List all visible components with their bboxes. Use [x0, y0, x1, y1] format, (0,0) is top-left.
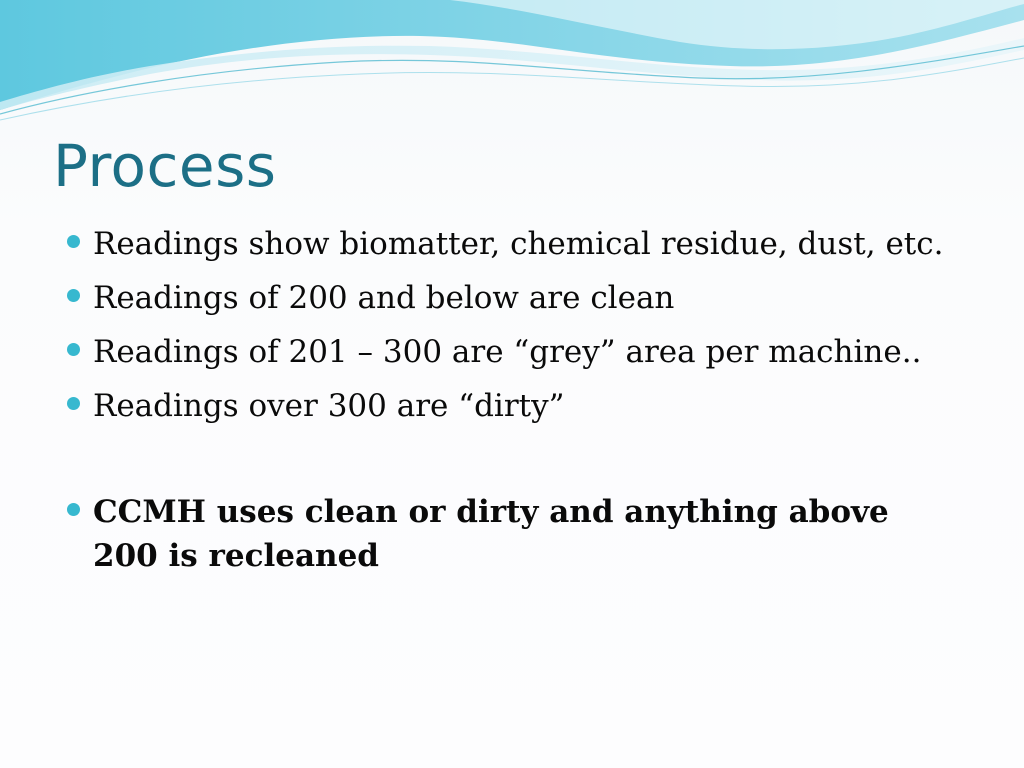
decorative-wave-header: [0, 0, 1024, 130]
bullet-dot-icon: [67, 289, 80, 302]
bullet-dot-icon: [67, 397, 80, 410]
bullet-list: [64, 222, 964, 588]
slide-title: Process: [53, 132, 277, 200]
emphasis-bullet-text: CCMH uses clean or dirty and anything above 200 is recleaned: [93, 494, 889, 574]
emphasis-bullet-item: [64, 490, 964, 578]
bullet-text: Readings of 200 and below are clean: [93, 280, 675, 316]
bullet-item: [64, 276, 964, 320]
bullet-item: [64, 384, 964, 428]
bullet-text: Readings of 201 – 300 are “grey” area per machine..: [93, 334, 922, 370]
bullet-dot-icon: [67, 343, 80, 356]
bullet-text: Readings over 300 are “dirty”: [93, 388, 565, 424]
bullet-dot-icon: [67, 235, 80, 248]
bullet-text: Readings show biomatter, chemical residue, dust, etc.: [93, 226, 944, 262]
bullet-dot-icon: [67, 503, 80, 516]
bullet-item: [64, 222, 964, 266]
bullet-item: [64, 330, 964, 374]
